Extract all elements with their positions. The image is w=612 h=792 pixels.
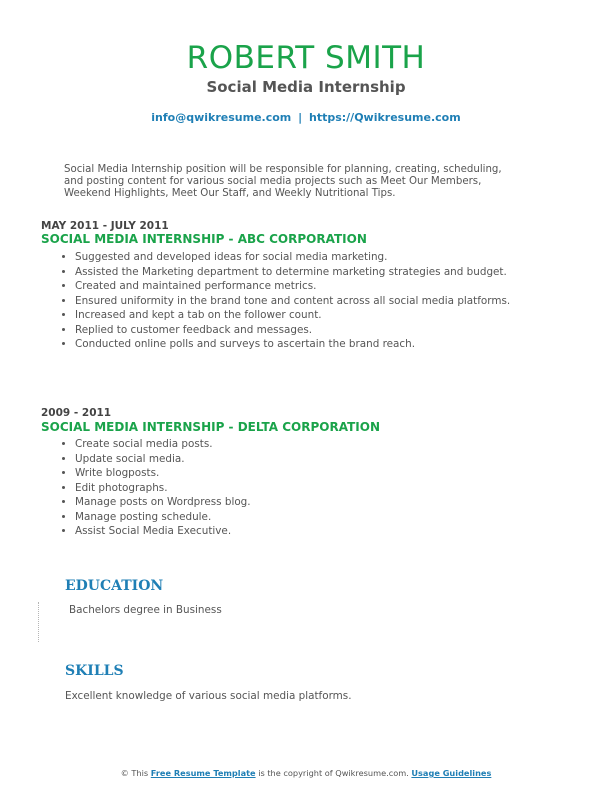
job-title: SOCIAL MEDIA INTERNSHIP - ABC CORPORATION xyxy=(41,232,367,246)
free-resume-template-link[interactable]: Free Resume Template xyxy=(150,768,256,778)
job-duties-list xyxy=(58,250,515,352)
list-item: • Assisted the Marketing department to determine marketing strategies and budget. xyxy=(75,265,515,280)
contact-separator: | xyxy=(298,111,303,124)
footer xyxy=(0,768,612,779)
list-item: • Created and maintained performance metrics. xyxy=(75,279,515,294)
list-item: • Replied to customer feedback and messages. xyxy=(75,323,515,338)
footer-middle: is the copyright of Qwikresume.com. xyxy=(258,768,409,778)
list-item: • Conducted online polls and surveys to ascertain the brand reach. xyxy=(75,337,515,352)
website-link[interactable]: https://Qwikresume.com xyxy=(308,111,461,124)
list-item: • Ensured uniformity in the brand tone and content across all social media platforms. xyxy=(75,294,515,309)
contact-line xyxy=(0,111,612,125)
email-link[interactable]: info@qwikresume.com xyxy=(151,111,292,124)
list-item: • Assist Social Media Executive. xyxy=(75,524,515,539)
list-item: • Write blogposts. xyxy=(75,466,515,481)
list-item: • Suggested and developed ideas for social media marketing. xyxy=(75,250,515,265)
summary-paragraph: Social Media Internship position will be responsible for planning, creating, scheduling, and posting content for various social media projects such as Meet Our Members, Weekend Highlights, Meet Our Staff, and Weekly Nutritional Tips. xyxy=(64,164,502,199)
footer-prefix: © This xyxy=(120,768,149,778)
job-dates: MAY 2011 - JULY 2011 xyxy=(41,220,169,232)
list-item: • Manage posting schedule. xyxy=(75,510,515,525)
skills-heading: SKILLS xyxy=(65,663,124,679)
list-item: • Manage posts on Wordpress blog. xyxy=(75,495,515,510)
usage-guidelines-link[interactable]: Usage Guidelines xyxy=(411,768,492,778)
job-duties-list xyxy=(58,437,515,539)
education-heading: EDUCATION xyxy=(65,578,164,594)
skills-text: Excellent knowledge of various social media platforms. xyxy=(65,690,352,702)
job-title: SOCIAL MEDIA INTERNSHIP - DELTA CORPORATION xyxy=(41,420,380,434)
candidate-name: ROBERT SMITH xyxy=(186,40,426,76)
list-item: • Edit photographs. xyxy=(75,481,515,496)
list-item: • Update social media. xyxy=(75,452,515,467)
job-dates: 2009 - 2011 xyxy=(41,407,112,419)
list-item: • Create social media posts. xyxy=(75,437,515,452)
education-text: Bachelors degree in Business xyxy=(69,604,222,616)
section-divider xyxy=(38,602,39,642)
resume-position-title: Social Media Internship xyxy=(206,78,406,96)
list-item: • Increased and kept a tab on the follower count. xyxy=(75,308,515,323)
